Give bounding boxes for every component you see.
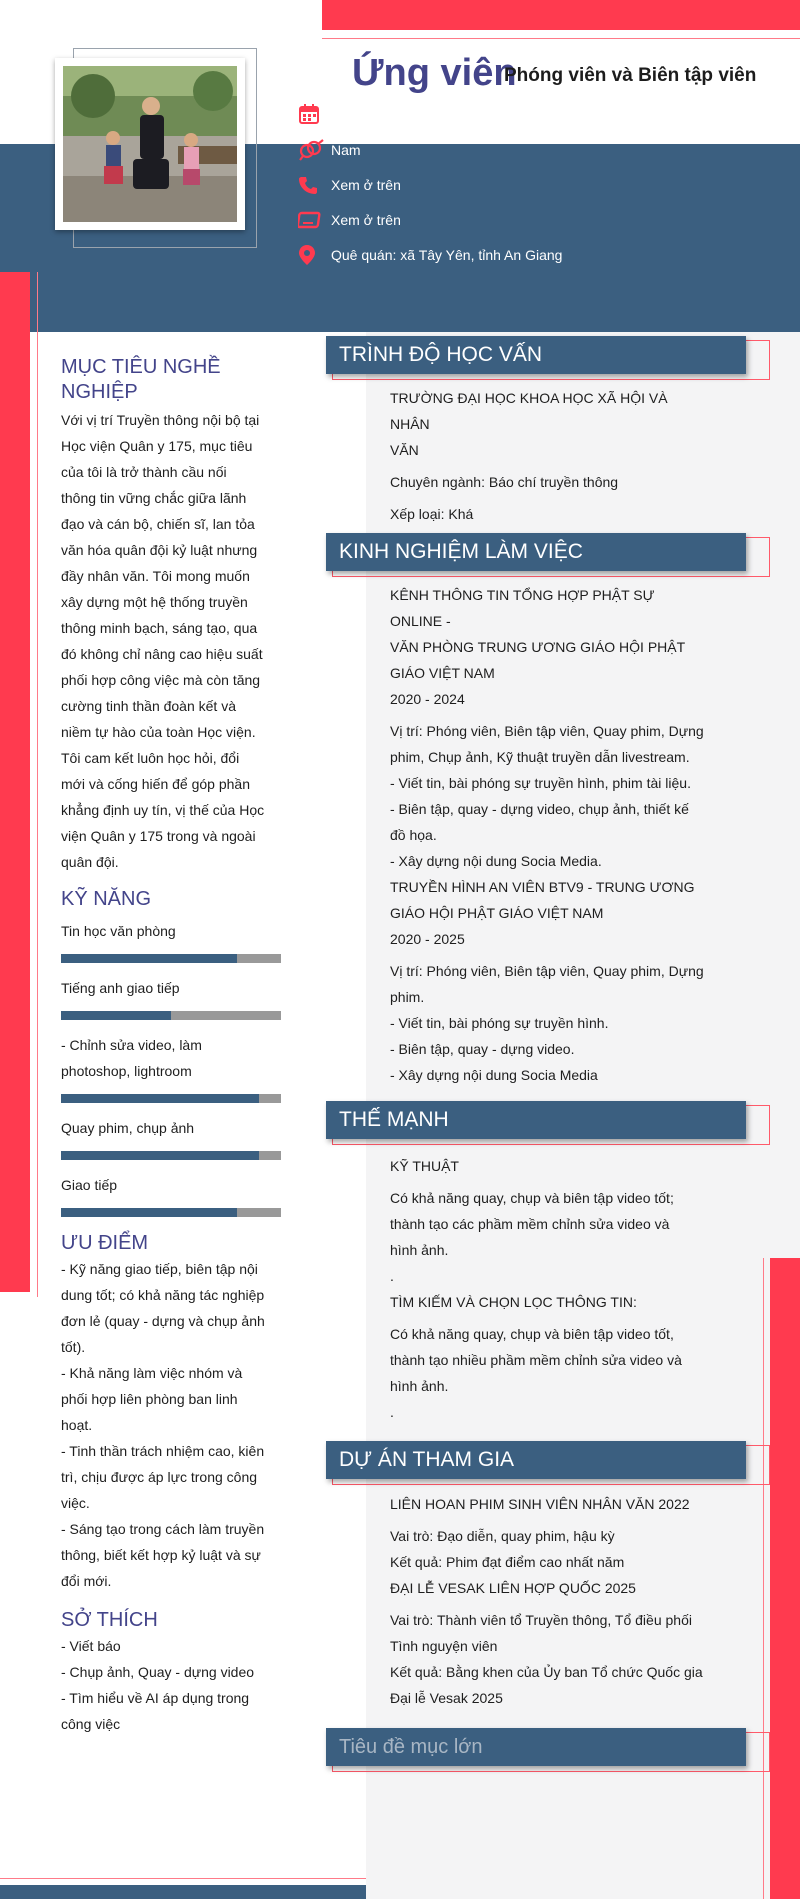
skill-name: Tiếng anh giao tiếp [61, 980, 180, 996]
skills-list [61, 918, 281, 1217]
projects-line: Kết quả: Bằng khen của Ủy ban Tổ chức Quốc gia [390, 1664, 703, 1680]
profile-photo [63, 66, 237, 222]
strengths-text [61, 1256, 281, 1594]
career-goal-line: đạo và cán bộ, chiến sĩ, lan tỏa [61, 516, 255, 532]
phone-icon [298, 172, 328, 198]
forte-title: THẾ MẠNH [339, 1108, 449, 1131]
career-goal-title: MỤC TIÊU NGHỀ NGHIỆP [61, 356, 221, 403]
experience-line: Vị trí: Phóng viên, Biên tập viên, Quay phim, Dựng [390, 963, 704, 979]
experience-line: GIÁO VIỆT NAM [390, 665, 495, 681]
career-goal-line: Tôi cam kết luôn học hỏi, đổi [61, 750, 240, 766]
experience-line: KÊNH THÔNG TIN TỔNG HỢP PHẬT SỰ ONLINE - [390, 587, 655, 629]
strengths-title: ƯU ĐIỂM [61, 1232, 149, 1254]
left-accent-line [37, 272, 38, 1297]
contact-phone: Xem ở trên [331, 177, 401, 193]
skill-level-bar [61, 1011, 281, 1020]
experience-line: - Viết tin, bài phóng sự truyền hình, phim tài liệu. [390, 775, 691, 791]
hobbies-line: công việc [61, 1716, 121, 1732]
experience-line: phim. [390, 989, 425, 1005]
location-pin-icon [298, 242, 328, 268]
skill-item [61, 918, 281, 963]
education-line: TRƯỜNG ĐẠI HỌC KHOA HỌC XÃ HỘI VÀ NHÂN [390, 390, 668, 432]
experience-line: - Biên tập, quay - dựng video. [390, 1041, 575, 1057]
forte-line: hình ảnh. [390, 1242, 449, 1258]
skill-level-fill [61, 1094, 259, 1103]
top-accent-line [322, 38, 800, 39]
experience-line: VĂN PHÒNG TRUNG ƯƠNG GIÁO HỘI PHẬT [390, 639, 686, 655]
strengths-line: - Kỹ năng giao tiếp, biên tập nội [61, 1261, 258, 1277]
experience-line: - Biên tập, quay - dựng video, chụp ảnh, thiết kế [390, 801, 689, 817]
right-accent-line [763, 1258, 764, 1899]
skill-level-fill [61, 954, 237, 963]
contact-row-email [298, 207, 738, 233]
forte-content [390, 1153, 710, 1425]
hobbies-line: - Viết báo [61, 1638, 121, 1654]
projects-line: Tình nguyện viên [390, 1638, 498, 1654]
placeholder-section-title[interactable]: Tiêu đề mục lớn [339, 1736, 483, 1758]
career-goal-line: viện Quân y 175 trong và ngoài [61, 828, 256, 844]
experience-line: - Viết tin, bài phóng sự truyền hình. [390, 1015, 609, 1031]
career-goal-line: thông minh bạch, sáng tạo, qua [61, 620, 258, 636]
strengths-line: đổi mới. [61, 1573, 112, 1589]
projects-line: Vai trò: Thành viên tổ Truyền thông, Tổ điều phối [390, 1612, 692, 1628]
projects-line: LIÊN HOAN PHIM SINH VIÊN NHÂN VĂN 2022 [390, 1496, 690, 1512]
hobbies-line: - Chụp ảnh, Quay - dựng video [61, 1664, 255, 1680]
projects-title: DỰ ÁN THAM GIA [339, 1448, 515, 1471]
skill-item [61, 1032, 281, 1103]
hobbies-text [61, 1633, 281, 1737]
skill-name: - Chỉnh sửa video, làm [61, 1037, 202, 1053]
skill-item [61, 1115, 281, 1160]
career-goal-line: đầy nhân văn. Tôi mong muốn [61, 568, 250, 584]
education-line: VĂN [390, 442, 419, 458]
education-line: Chuyên ngành: Báo chí truyền thông [390, 474, 619, 490]
placeholder-section-header [326, 1728, 746, 1766]
experience-line: phim, Chụp ảnh, Kỹ thuật truyền dẫn livestream. [390, 749, 690, 765]
education-content [390, 385, 710, 527]
experience-header [326, 533, 746, 571]
skill-level-bar [61, 1151, 281, 1160]
career-goal-line: phối hợp công việc mà còn tăng [61, 672, 261, 688]
projects-header [326, 1441, 746, 1479]
projects-line: ĐẠI LỄ VESAK LIÊN HỢP QUỐC 2025 [390, 1580, 636, 1596]
skill-level-fill [61, 1208, 237, 1217]
experience-line: Vị trí: Phóng viên, Biên tập viên, Quay phim, Dựng [390, 723, 704, 739]
career-goal-line: mới và cống hiến để góp phần [61, 776, 250, 792]
contact-email: Xem ở trên [331, 212, 401, 228]
skill-level-fill [61, 1011, 171, 1020]
projects-line: Kết quả: Phim đạt điểm cao nhất năm [390, 1554, 625, 1570]
strengths-line: - Tinh thần trách nhiệm cao, kiên [61, 1443, 265, 1459]
forte-line: Có khả năng quay, chụp và biên tập video tốt; [390, 1190, 674, 1206]
forte-line: thành tạo các phầm mềm chỉnh sửa video và [390, 1216, 670, 1232]
experience-line: TRUYỀN HÌNH AN VIÊN BTV9 - TRUNG ƯƠNG [390, 879, 695, 895]
forte-line: TÌM KIẾM VÀ CHỌN LỌC THÔNG TIN: [390, 1294, 637, 1310]
contact-gender: Nam [331, 142, 361, 158]
career-goal-line: khẳng định uy tín, vị thế của Học [61, 802, 265, 818]
contact-row-hometown [298, 242, 738, 268]
skill-level-bar [61, 954, 281, 963]
skill-name: Tin học văn phòng [61, 923, 176, 939]
career-goal-line: xây dựng một hệ thống truyền [61, 594, 248, 610]
strengths-line: dung tốt; có khả năng tác nghiệp [61, 1287, 265, 1303]
skill-level-bar [61, 1208, 281, 1217]
strengths-line: đơn lẻ (quay - dựng và chụp ảnh [61, 1313, 265, 1329]
strengths-line: trì, chịu được áp lực trong công [61, 1469, 258, 1485]
strengths-line: hoạt. [61, 1417, 93, 1433]
strengths-line: phối hợp liên phòng ban linh [61, 1391, 238, 1407]
projects-line: Đại lễ Vesak 2025 [390, 1690, 503, 1706]
education-line: Xếp loại: Khá [390, 506, 474, 522]
candidate-name: Ứng viên [352, 52, 517, 94]
career-goal-line: Với vị trí Truyền thông nội bộ tại [61, 412, 260, 428]
experience-line: 2020 - 2024 [390, 691, 465, 707]
strengths-line: thông, biết kết hợp kỷ luật và sự [61, 1547, 261, 1563]
skill-level-fill [61, 1151, 259, 1160]
strengths-line: việc. [61, 1495, 90, 1511]
skill-name: Quay phim, chụp ảnh [61, 1120, 195, 1136]
bottom-accent-line [0, 1878, 366, 1879]
contact-row-birthday [298, 101, 738, 127]
forte-line: . [390, 1268, 394, 1284]
forte-line: hình ảnh. [390, 1378, 449, 1394]
education-header [326, 336, 746, 374]
strengths-line: - Khả năng làm việc nhóm và [61, 1365, 243, 1381]
career-goal-line: đó không chỉ nâng cao hiệu suất [61, 646, 263, 662]
experience-line: GIÁO HỘI PHẬT GIÁO VIỆT NAM [390, 905, 604, 921]
experience-line: - Xây dựng nội dung Socia Media [390, 1067, 598, 1083]
skill-level-bar [61, 1094, 281, 1103]
skill-item [61, 975, 281, 1020]
hobbies-title: SỞ THÍCH [61, 1609, 158, 1631]
skill-item [61, 1172, 281, 1217]
career-goal-line: quân đội. [61, 854, 119, 870]
career-goal-line: văn hóa quân đội kỷ luật nhưng [61, 542, 258, 558]
experience-line: - Xây dựng nội dung Socia Media. [390, 853, 602, 869]
forte-line: thành tạo nhiều phầm mềm chỉnh sửa video và [390, 1352, 682, 1368]
education-title: TRÌNH ĐỘ HỌC VẤN [339, 343, 543, 366]
career-goal-line: niềm tự hào của toàn Học viện. [61, 724, 256, 740]
strengths-line: - Sáng tạo trong cách làm truyền [61, 1521, 265, 1537]
job-title: Phóng viên và Biên tập viên [504, 65, 757, 86]
projects-line: Vai trò: Đạo diễn, quay phim, hậu kỳ [390, 1528, 615, 1544]
experience-title: KINH NGHIỆM LÀM VIỆC [339, 540, 583, 563]
career-goal-text [61, 407, 281, 875]
right-accent-band [770, 1258, 800, 1899]
bottom-band [0, 1885, 366, 1899]
hobbies-line: - Tìm hiểu về AI áp dụng trong [61, 1690, 250, 1706]
career-goal-line: thông tin vững chắc giữa lãnh [61, 490, 247, 506]
career-goal-line: của tôi là trở thành cầu nối [61, 464, 227, 480]
experience-line: đồ họa. [390, 827, 437, 843]
contact-hometown: Quê quán: xã Tây Yên, tỉnh An Giang [331, 247, 563, 263]
strengths-line: tốt). [61, 1339, 86, 1355]
projects-content [390, 1491, 710, 1711]
career-goal-line: Học viện Quân y 175, mục tiêu [61, 438, 253, 454]
forte-header [326, 1101, 746, 1139]
contact-row-gender [298, 137, 738, 163]
gender-icon [298, 137, 328, 163]
experience-line: 2020 - 2025 [390, 931, 465, 947]
contact-row-phone [298, 172, 738, 198]
top-accent-band [322, 0, 800, 30]
forte-line: . [390, 1404, 394, 1420]
skill-name: Giao tiếp [61, 1177, 118, 1193]
calendar-icon [298, 101, 328, 127]
profile-photo-frame [55, 58, 245, 230]
forte-line: KỸ THUẬT [390, 1158, 459, 1174]
left-column [61, 355, 281, 1737]
skill-name: photoshop, lightroom [61, 1063, 192, 1079]
career-goal-line: cường tinh thần đoàn kết và [61, 698, 236, 714]
email-icon [298, 207, 328, 233]
forte-line: Có khả năng quay, chụp và biên tập video tốt, [390, 1326, 674, 1342]
skills-title: KỸ NĂNG [61, 888, 152, 910]
left-accent-band [0, 272, 30, 1292]
experience-content [390, 582, 710, 1088]
